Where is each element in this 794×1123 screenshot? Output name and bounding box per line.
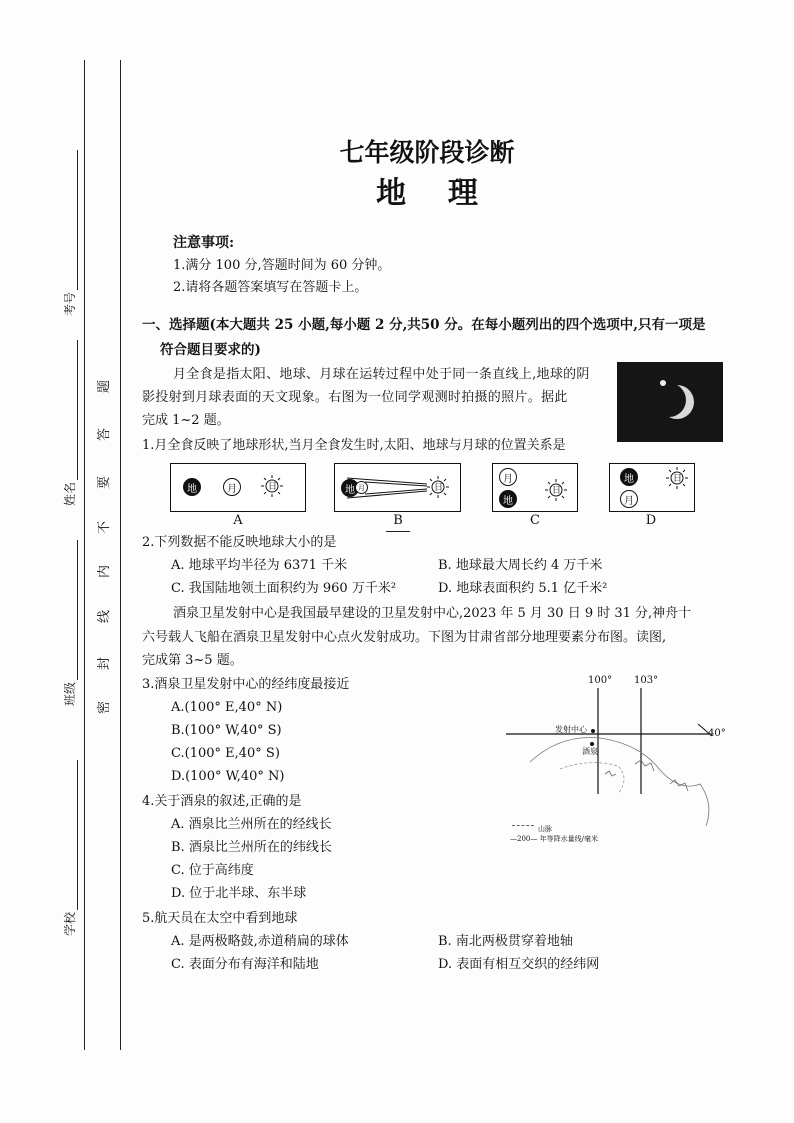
intro1-line: 影投射到月球表面的天文现象。右图为一位同学观测时拍摄的照片。据此 bbox=[142, 390, 568, 405]
lunar-eclipse-photo bbox=[617, 362, 723, 442]
class-underline bbox=[77, 540, 78, 680]
q3-stem: 3.酒泉卫星发射中心的经纬度最接近 bbox=[142, 677, 350, 692]
q4-option: D. 位于北半球、东半球 bbox=[171, 886, 307, 901]
intro2-line: 六号载人飞船在酒泉卫星发射中心点火发射成功。下图为甘肃省部分地理要素分布图。读图, bbox=[142, 630, 667, 645]
q5-option: D. 表面有相互交织的经纬网 bbox=[438, 957, 600, 972]
notice-heading: 注意事项: bbox=[173, 235, 235, 251]
moon-icon: 月 bbox=[499, 468, 517, 486]
q2-option: C. 我国陆地领土面积约为 960 万千米² bbox=[171, 581, 397, 596]
moon-icon: 月 bbox=[355, 481, 368, 494]
notice-item: 2.请将各题答案填写在答题卡上。 bbox=[173, 280, 368, 295]
section-heading-2: 符合题目要求的) bbox=[160, 342, 261, 358]
seal-char: 密 bbox=[97, 700, 113, 715]
seal-char: 要 bbox=[97, 475, 113, 490]
mountain-legend-icon bbox=[512, 825, 534, 832]
seal-char: 不 bbox=[97, 520, 113, 535]
q4-option: C. 位于高纬度 bbox=[171, 863, 254, 878]
q1-diagram-c bbox=[492, 463, 578, 512]
q1-label-c: C bbox=[530, 513, 540, 528]
seal-char: 封 bbox=[97, 656, 113, 671]
intro2-line: 完成第 3~5 题。 bbox=[142, 653, 243, 668]
q5-stem: 5.航天员在太空中看到地球 bbox=[142, 911, 298, 926]
q4-option: B. 酒泉比兰州所在的纬线长 bbox=[171, 840, 332, 855]
class-label: 班级 bbox=[63, 681, 78, 707]
intro1-line: 完成 1~2 题。 bbox=[142, 413, 230, 428]
subject-title: 地 理 bbox=[376, 176, 478, 211]
seal-char: 题 bbox=[97, 379, 113, 394]
q3-option: C.(100° E,40° S) bbox=[171, 746, 280, 761]
notice-item: 1.满分 100 分,答题时间为 60 分钟。 bbox=[173, 258, 391, 273]
jiuquan-label: 酒泉 bbox=[582, 747, 598, 756]
q2-option: B. 地球最大周长约 4 万千米 bbox=[438, 558, 603, 573]
name-underline bbox=[77, 340, 78, 480]
q3-option: A.(100° E,40° N) bbox=[171, 700, 283, 715]
lat-40-label: 40° bbox=[708, 728, 726, 739]
sun-char: 日 bbox=[434, 483, 444, 493]
lon-103-label: 103° bbox=[634, 675, 659, 686]
q2-stem: 2.下列数据不能反映地球大小的是 bbox=[142, 535, 337, 550]
intro1-line: 月全食是指太阳、地球、月球在运转过程中处于同一条直线上,地球的阴 bbox=[173, 367, 590, 382]
q5-option: C. 表面分布有海洋和陆地 bbox=[171, 957, 319, 972]
seal-char: 线 bbox=[97, 609, 113, 624]
intro2-line: 酒泉卫星发射中心是我国最早建设的卫星发射中心,2023 年 5 月 30 日 9 时 31 分,神舟十 bbox=[173, 606, 692, 621]
legend-rain: —200— 年等降水量线/毫米 bbox=[510, 835, 598, 843]
seal-char: 答 bbox=[97, 427, 113, 442]
moon-icon: 月 bbox=[223, 478, 241, 496]
seal-char: 内 bbox=[97, 564, 113, 579]
q2-option: A. 地球平均半径为 6371 千米 bbox=[171, 558, 348, 573]
q1-label-b-mark bbox=[386, 530, 410, 532]
exam-no-label: 考号 bbox=[63, 291, 78, 317]
moon-icon: 月 bbox=[620, 490, 638, 508]
q1-stem: 1.月全食反映了地球形状,当月全食发生时,太阳、地球与月球的位置关系是 bbox=[142, 438, 566, 453]
q1-diagram-a bbox=[170, 463, 306, 512]
q4-option: A. 酒泉比兰州所在的经线长 bbox=[171, 817, 332, 832]
q3-option: B.(100° W,40° S) bbox=[171, 723, 282, 738]
section-heading: 一、选择题(本大题共 25 小题,每小题 2 分,共50 分。在每小题列出的四个选项中,只有一项是 bbox=[142, 317, 706, 333]
school-underline bbox=[77, 760, 78, 910]
gansu-map bbox=[500, 674, 730, 846]
q5-option: B. 南北两极贯穿着地轴 bbox=[438, 934, 573, 949]
lon-100-label: 100° bbox=[588, 675, 613, 686]
q1-label-d: D bbox=[645, 513, 657, 528]
q1-label-a: A bbox=[233, 513, 243, 528]
sun-char: 日 bbox=[552, 486, 562, 496]
earth-icon: 地 bbox=[499, 490, 517, 508]
q2-option: D. 地球表面积约 5.1 亿千米² bbox=[438, 581, 608, 596]
school-label: 学校 bbox=[63, 911, 78, 937]
earth-icon: 地 bbox=[183, 478, 201, 496]
sun-char: 日 bbox=[673, 474, 683, 484]
sun-char: 日 bbox=[268, 482, 278, 492]
q4-stem: 4.关于酒泉的叙述,正确的是 bbox=[142, 794, 302, 809]
q3-option: D.(100° W,40° N) bbox=[171, 769, 285, 784]
earth-icon: 地 bbox=[620, 468, 638, 486]
q1-diagram-d bbox=[609, 463, 695, 512]
q5-option: A. 是两极略鼓,赤道稍扁的球体 bbox=[171, 934, 349, 949]
q1-diagram-b bbox=[334, 463, 461, 512]
page-title: 七年级阶段诊断 bbox=[339, 138, 515, 167]
q1-label-b: B bbox=[393, 513, 403, 528]
launch-center-label: 发射中心 bbox=[555, 725, 587, 734]
earth-icon: 地 bbox=[341, 479, 359, 497]
legend-mountain: 山脉 bbox=[538, 825, 552, 833]
name-label: 姓名 bbox=[63, 481, 78, 507]
